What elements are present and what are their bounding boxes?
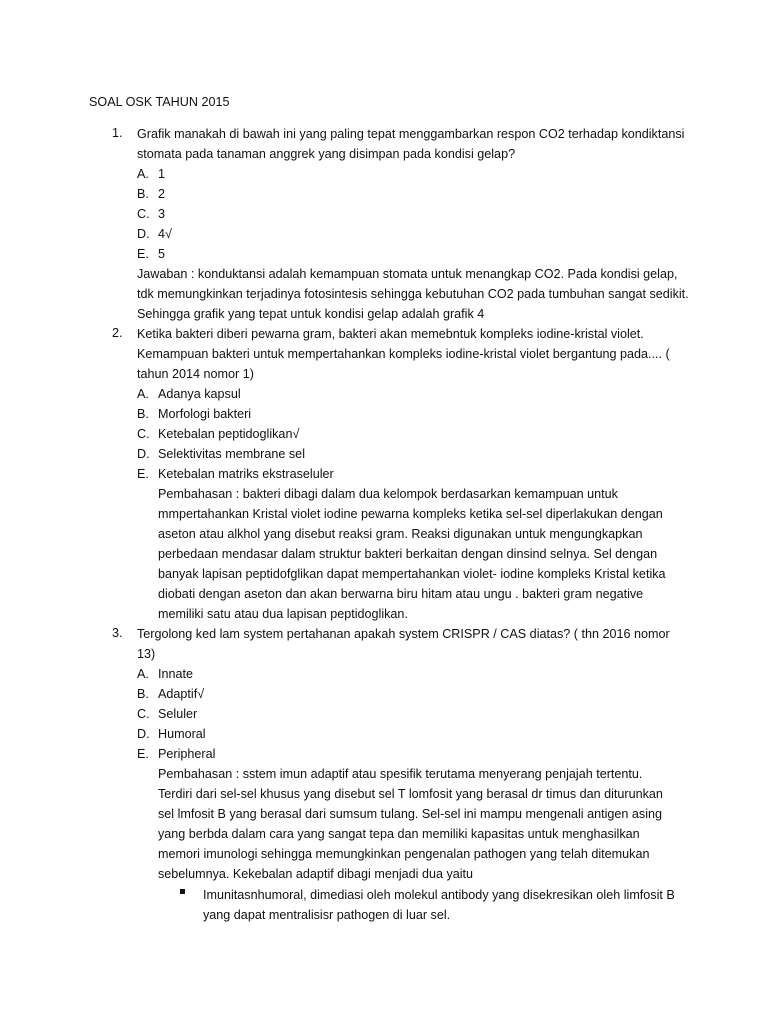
question-number: 2.	[112, 326, 123, 340]
option-text: Peripheral	[158, 747, 216, 761]
option-label: A.	[137, 387, 149, 401]
option-text: Adaptif√	[158, 687, 205, 701]
bullet-text: Imunitasnhumoral, dimediasi oleh molekul antibody yang disekresikan oleh limfosit B yang dapat mentralisisr pathogen di luar sel.	[203, 888, 675, 922]
option-label: E.	[137, 747, 149, 761]
option-text: 2	[158, 187, 166, 201]
option-text: 5	[158, 247, 166, 261]
question-number: 3.	[112, 626, 123, 640]
option-label: A.	[137, 667, 149, 681]
option-label: E.	[137, 467, 149, 481]
option-text: 4√	[158, 227, 172, 241]
option-text: Adanya kapsul	[158, 387, 241, 401]
question-number: 1.	[112, 126, 123, 140]
square-bullet-icon	[180, 889, 185, 894]
question-text: Tergolong ked lam system pertahanan apakah system CRISPR / CAS diatas? ( thn 2016 nomor 13)	[137, 627, 670, 661]
option-text: 1	[158, 167, 166, 181]
answer-explanation: Jawaban : konduktansi adalah kemampuan stomata untuk menangkap CO2. Pada kondisi gelap, tdk memungkinkan terjadinya fotosintesis sehingga kebutuhan CO2 pada tumbuhan sangat sedikit. Sehingga grafik yang tepat untuk kondisi gelap adalah grafik 4	[137, 267, 689, 321]
option-label: E.	[137, 247, 149, 261]
option-text: 3	[158, 207, 166, 221]
option-text: Innate	[158, 667, 194, 681]
option-label: C.	[137, 427, 150, 441]
option-label: C.	[137, 207, 150, 221]
option-label: B.	[137, 187, 149, 201]
option-text: Humoral	[158, 727, 206, 741]
option-text: Ketebalan matriks ekstraseluler	[158, 467, 334, 481]
question-text: Ketika bakteri diberi pewarna gram, bakteri akan memebntuk kompleks iodine-kristal violet. Kemampuan bakteri untuk mempertahankan kompleks iodine-kristal violet bergantung pada.... ( tahun 2014 nomor 1)	[137, 327, 670, 381]
option-label: C.	[137, 707, 150, 721]
question-text: Grafik manakah di bawah ini yang paling tepat menggambarkan respon CO2 terhadap kondiktansi stomata pada tanaman anggrek yang disimpan pada kondisi gelap?	[137, 127, 685, 161]
option-label: D.	[137, 447, 150, 461]
option-text: Ketebalan peptidoglikan√	[158, 427, 300, 441]
option-label: D.	[137, 727, 150, 741]
option-label: B.	[137, 687, 149, 701]
option-label: D.	[137, 227, 150, 241]
option-text: Morfologi bakteri	[158, 407, 252, 421]
option-text: Selektivitas membrane sel	[158, 447, 305, 461]
answer-explanation: Pembahasan : sstem imun adaptif atau spesifik terutama menyerang penjajah tertentu. Terdiri dari sel-sel khusus yang disebut sel T lomfosit yang berasal dr timus dan diturunkan sel lmfosit B yang berasal dari sumsum tulang. Sel-sel ini mampu mengenali antigen asing yang berbda dalam cara yang sangat tepa dan memiliki kapasitas untuk menghasilkan memori imunologi sehingga memungkinkan pengenalan pathogen yang telah ditemukan sebelumnya. Kekebalan adaptif dibagi menjadi dua yaitu	[158, 767, 663, 881]
document-title: SOAL OSK TAHUN 2015	[89, 95, 230, 109]
option-text: Seluler	[158, 707, 198, 721]
option-label: A.	[137, 167, 149, 181]
answer-explanation: Pembahasan : bakteri dibagi dalam dua kelompok berdasarkan kemampuan untuk mmpertahankan Kristal violet iodine pewarna kompleks ketika sel-sel diperlakukan dengan aseton atau alkhol yang disebut reaksi gram. Reaksi digunakan untuk mengungkapkan perbedaan mendasar dalam struktur bakteri berkaitan dengan dinsind selnya. Sel dengan banyak lapisan peptidofglikan dapat mempertahankan violet- iodine kompleks Kristal ketika diobati dengan aseton dan akan berwarna biru hitam atau ungu . bakteri gram negative memiliki satu atau dua lapisan peptidoglikan.	[158, 487, 666, 621]
option-label: B.	[137, 407, 149, 421]
